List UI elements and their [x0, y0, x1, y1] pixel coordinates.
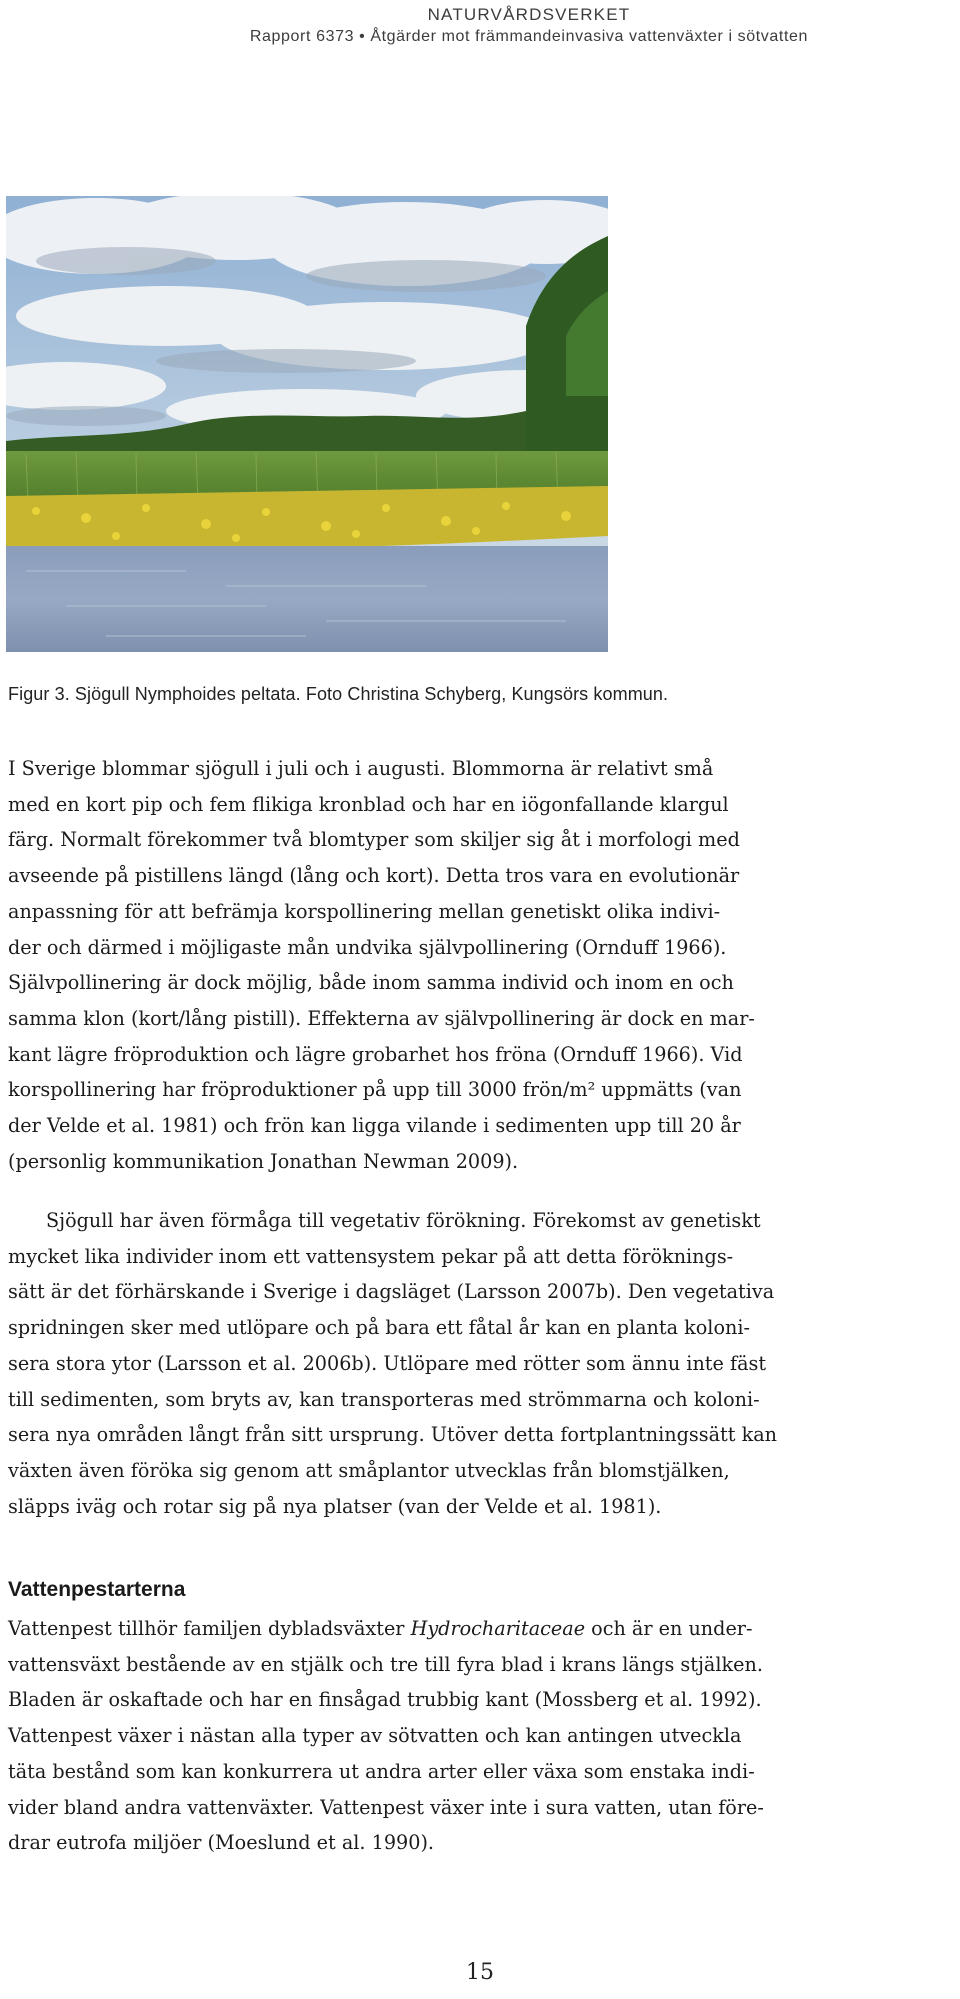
text-line: mycket lika individer inom ett vattensystem pekar på att detta föröknings-: [8, 1244, 734, 1268]
text-line: I Sverige blommar sjögull i juli och i augusti. Blommorna är relativt små: [8, 757, 714, 780]
text-line: till sedimenten, som bryts av, kan transporteras med strömmarna och koloni-: [8, 1387, 760, 1411]
text-line: [8, 1611, 960, 1647]
text-line: Vattenpest växer i nästan alla typer av sötvatten och kan antingen utveckla: [8, 1724, 742, 1748]
figure-caption: Figur 3. Sjögull Nymphoides peltata. Foto Christina Schyberg, Kungsörs kommun.: [8, 684, 669, 704]
latin-family-name: Hydrocharitaceae: [410, 1617, 586, 1640]
text-line: korspollinering har fröproduktioner på upp till 3000 frön/m² uppmätts (van: [8, 1078, 742, 1102]
text-line: der Velde et al. 1981) och frön kan ligga vilande i sedimenten upp till 20 år: [8, 1114, 741, 1138]
text-line: sätt är det förhärskande i Sverige i dagsläget (Larsson 2007b). Den vegetativa: [8, 1280, 775, 1304]
page-header: [250, 4, 808, 48]
text-line: växten även föröka sig genom att småplantor utvecklas från blomstjälken,: [8, 1458, 730, 1482]
publisher-name: NATURVÅRDSVERKET: [427, 5, 631, 24]
paragraph-flowering: [8, 751, 960, 1179]
text-line: Självpollinering är dock möjlig, både inom samma individ och inom en och: [8, 971, 734, 995]
figure-photo-lake-with-floating-hearts: [6, 196, 608, 652]
text-line: kant lägre fröproduktion och lägre grobarhet hos fröna (Ornduff 1966). Vid: [8, 1042, 743, 1066]
text-line: täta bestånd som kan konkurrera ut andra arter eller växa som enstaka indi-: [8, 1759, 755, 1783]
text-line: der och därmed i möjligaste mån undvika självpollinering (Ornduff 1966).: [8, 935, 727, 959]
text-line: spridningen sker med utlöpare och på bara ett fåtal år kan en planta koloni-: [8, 1316, 750, 1340]
text-line: vider bland andra vattenväxter. Vattenpest växer inte i sura vatten, utan före-: [8, 1795, 764, 1819]
text-line: släpps iväg och rotar sig på nya platser (van der Velde et al. 1981).: [8, 1494, 662, 1518]
text-line: samma klon (kort/lång pistill). Effekterna av självpollinering är dock en mar-: [8, 1006, 755, 1030]
report-title: Rapport 6373 • Åtgärder mot främmandeinvasiva vattenväxter i sötvatten: [249, 28, 808, 45]
text-line: drar eutrofa miljöer (Moeslund et al. 1990).: [8, 1831, 435, 1855]
page-number: 15: [466, 1960, 494, 1985]
text-line: (personlig kommunikation Jonathan Newman 2009).: [8, 1149, 519, 1173]
paragraph-vattenpest: [8, 1611, 960, 1861]
text-line: färg. Normalt förekommer två blomtyper som skiljer sig åt i morfologi med: [8, 828, 740, 852]
text-line: avseende på pistillens längd (lång och kort). Detta tros vara en evolutionär: [8, 864, 740, 888]
text-line: vattensväxt bestående av en stjälk och tre till fyra blad i krans längs stjälken.: [8, 1652, 763, 1676]
text-segment: och är en under-: [585, 1617, 753, 1640]
text-line: Bladen är oskaftade och har en finsågad trubbig kant (Mossberg et al. 1992).: [8, 1688, 762, 1712]
text-line: sera nya områden långt från sitt ursprung. Utöver detta fortplantningssätt kan: [8, 1423, 777, 1447]
section-heading: Vattenpestarterna: [8, 1578, 186, 1601]
text-line: sera stora ytor (Larsson et al. 2006b). Utlöpare med rötter som ännu inte fäst: [8, 1351, 767, 1375]
text-line: Sjögull har även förmåga till vegetativ förökning. Förekomst av genetiskt: [46, 1209, 761, 1232]
text-line: anpassning för att befrämja korspollinering mellan genetiskt olika indivi-: [8, 899, 721, 923]
paragraph-vegetative-reproduction: [8, 1203, 960, 1524]
text-segment: Vattenpest tillhör familjen dybladsväxter: [8, 1617, 411, 1640]
text-line: med en kort pip och fem flikiga kronblad och har en iögonfallande klargul: [8, 792, 729, 816]
